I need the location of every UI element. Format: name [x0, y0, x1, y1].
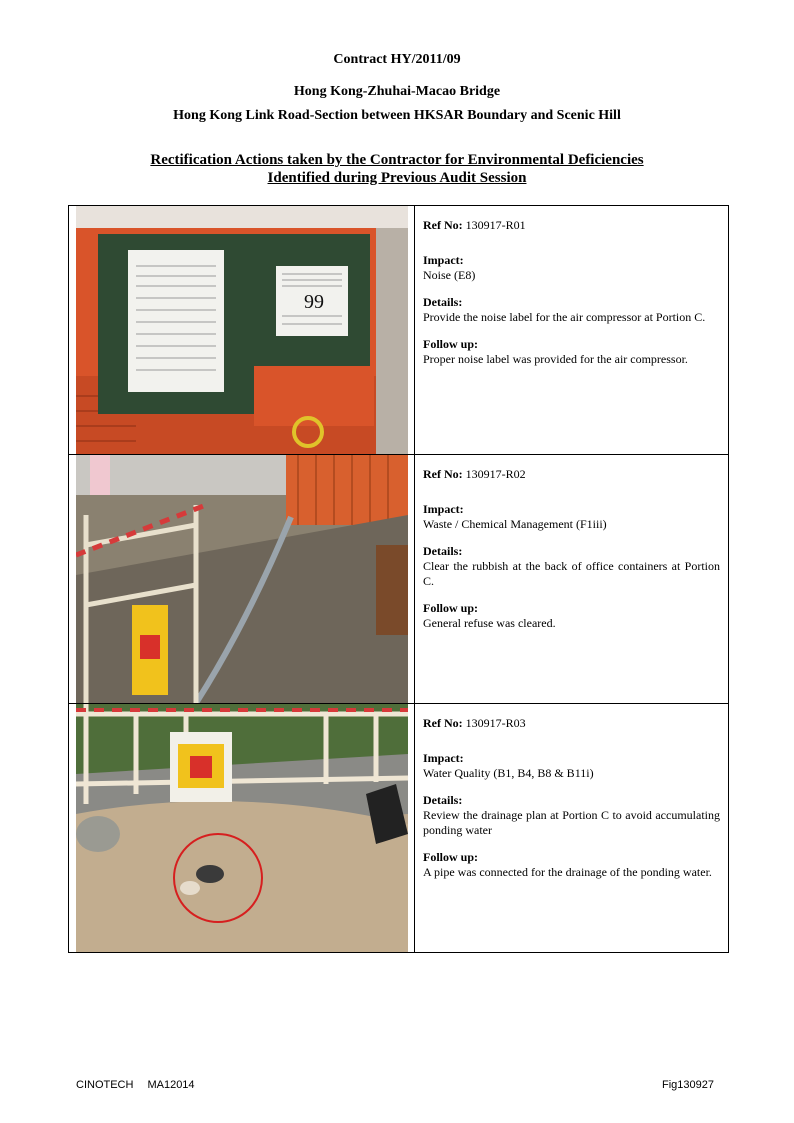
- project-section: Hong Kong Link Road-Section between HKSAR Boundary and Scenic Hill: [173, 108, 621, 123]
- details-value: Review the drainage plan at Portion C to avoid accumulating ponding water: [423, 808, 720, 837]
- entry-info: [415, 206, 729, 455]
- details-label: Details:: [423, 793, 463, 807]
- footer-report-ref: MA12014: [147, 1079, 195, 1091]
- impact-label: Impact:: [423, 502, 464, 516]
- follow-up-label: Follow up:: [423, 850, 479, 864]
- table-row: [69, 704, 729, 953]
- ref-no-label: Ref No:: [423, 218, 463, 232]
- footer-left: [76, 1079, 195, 1091]
- entry-info: [415, 455, 729, 704]
- photo-air-compressor: [76, 206, 408, 454]
- photo-cell: [69, 704, 415, 953]
- impact-value: Noise (E8): [423, 268, 476, 282]
- ref-no-value: 130917-R02: [465, 467, 526, 481]
- details-label: Details:: [423, 295, 463, 309]
- details-value: Clear the rubbish at the back of office containers at Portion C.: [423, 559, 720, 588]
- ref-no-value: 130917-R03: [465, 716, 526, 730]
- footer-figure-ref: Fig130927: [662, 1079, 714, 1091]
- impact-label: Impact:: [423, 253, 464, 267]
- table-row: [69, 206, 729, 455]
- ref-no: [423, 218, 720, 233]
- ref-no-label: Ref No:: [423, 467, 463, 481]
- project-name: Hong Kong-Zhuhai-Macao Bridge: [293, 84, 501, 99]
- document-title-line2: Identified during Previous Audit Session: [267, 170, 527, 186]
- photo-cell: [69, 206, 415, 455]
- follow-up-value: A pipe was connected for the drainage of the ponding water.: [423, 865, 712, 879]
- impact-label: Impact:: [423, 751, 464, 765]
- photo-drainage-pipe: [76, 704, 408, 952]
- details-label: Details:: [423, 544, 463, 558]
- rectification-table: [68, 205, 729, 953]
- details-value: Provide the noise label for the air compressor at Portion C.: [423, 310, 706, 324]
- follow-up-label: Follow up:: [423, 601, 479, 615]
- follow-up-value: Proper noise label was provided for the air compressor.: [423, 352, 688, 366]
- document-title-line1: Rectification Actions taken by the Contractor for Environmental Deficiencies: [150, 152, 644, 168]
- follow-up-value: General refuse was cleared.: [423, 616, 556, 630]
- photo-cell: [69, 455, 415, 704]
- impact-value: Water Quality (B1, B4, B8 & B11i): [423, 766, 594, 780]
- footer-company: CINOTECH: [76, 1079, 134, 1091]
- contract-number: Contract HY/2011/09: [333, 52, 461, 67]
- ref-no-value: 130917-R01: [465, 218, 526, 232]
- follow-up-label: Follow up:: [423, 337, 479, 351]
- ref-no: [423, 716, 720, 731]
- noise-label-number: 99: [304, 291, 324, 313]
- table-row: [69, 455, 729, 704]
- photo-office-containers: [76, 455, 408, 703]
- entry-info: [415, 704, 729, 953]
- ref-no: [423, 467, 720, 482]
- document-title: [0, 151, 794, 187]
- ref-no-label: Ref No:: [423, 716, 463, 730]
- impact-value: Waste / Chemical Management (F1iii): [423, 517, 607, 531]
